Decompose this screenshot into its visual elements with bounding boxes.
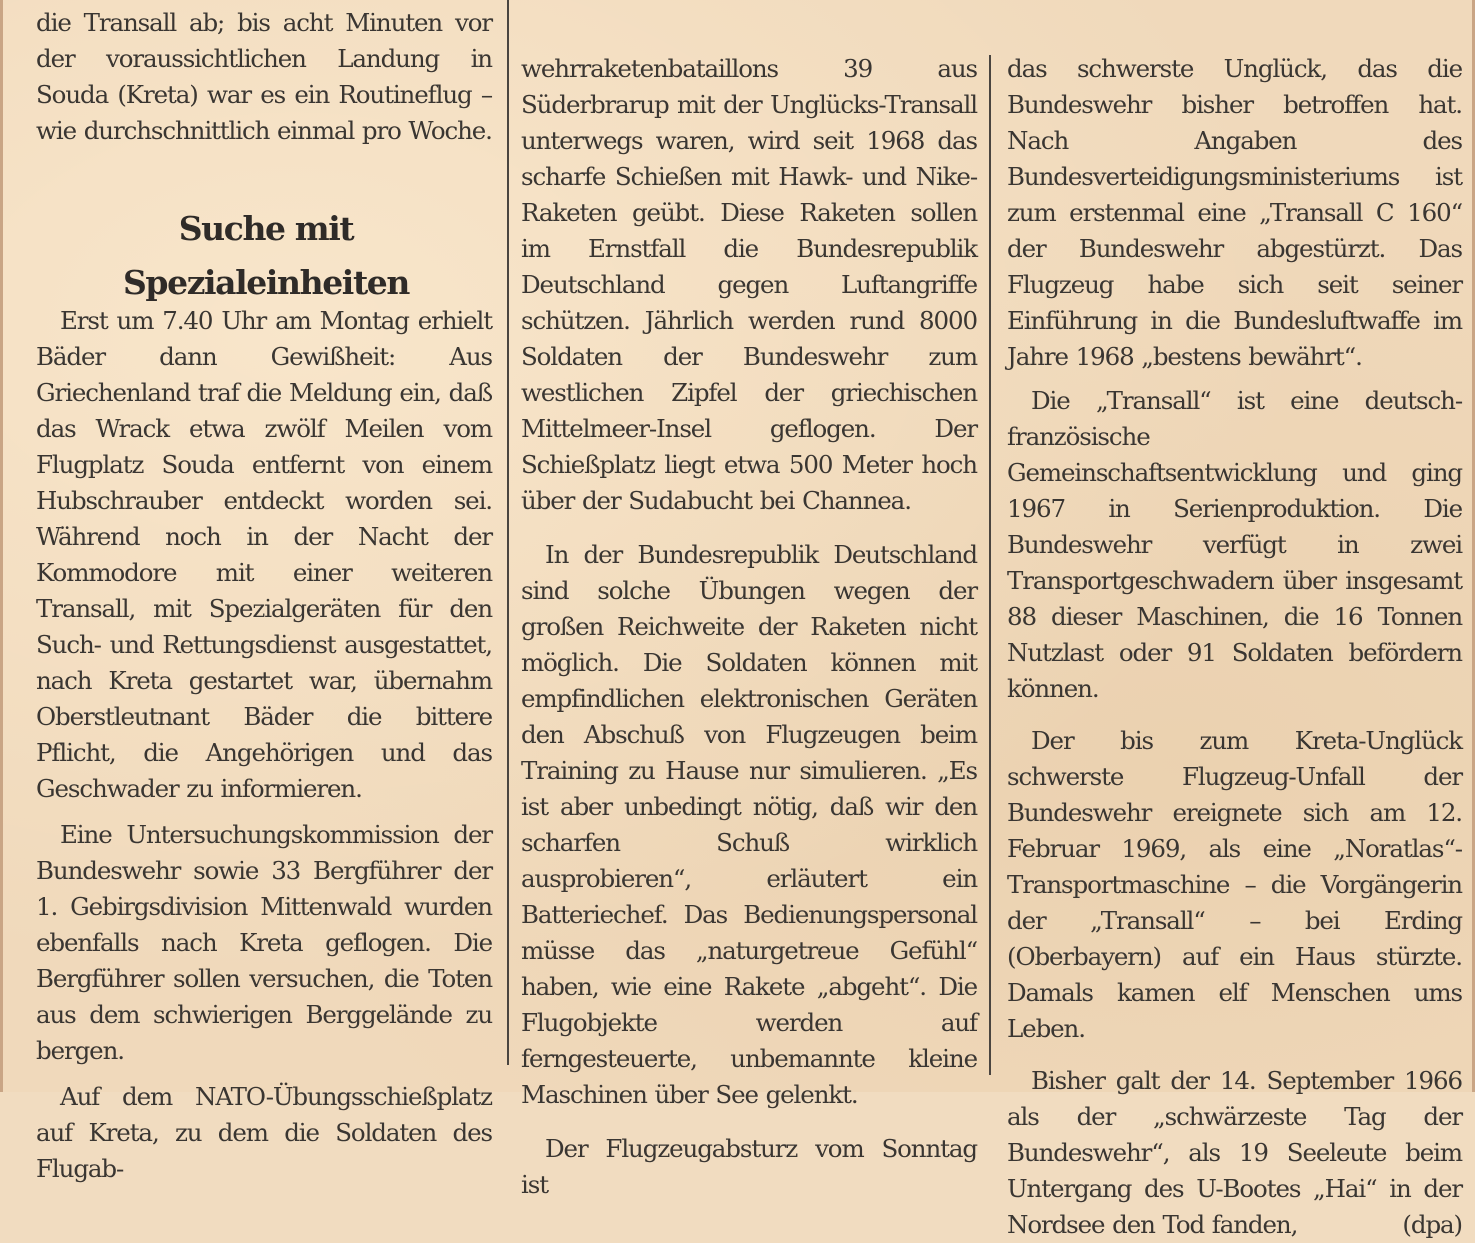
col2-paragraph-1: wehrraketenbataillons 39 aus Süderbrarup mit der Unglücks-Transall unterwegs waren, wird seit 1968 das scharfe Schießen mit Hawk- und Nike-Raketen geübt. Diese Raketen sollen im Ernstfall die Bundesrepublik Deutschland gegen Luftangriffe schützen. Jährlich werden rund 8000 Soldaten der Bundeswehr zum westlichen Zipfel der griechischen Mittelmeer-Insel geflogen. Der Schießplatz liegt etwa 500 Meter hoch über der Sudabucht bei Channea. (521, 54, 977, 515)
column-rule-1 (507, 0, 509, 1065)
source-credit: (dpa) (1402, 1210, 1462, 1239)
clipping-left-edge (0, 0, 3, 1092)
column-rule-2 (989, 55, 991, 1075)
col3-paragraph-4-text: Bisher galt der 14. September 1966 als der „schwärzeste Tag der Bundeswehr“, als 19 Seeleute beim Untergang des U-Bootes „Hai“ in der Nordsee den Tod fanden, (1007, 1066, 1462, 1239)
col3-paragraph-1: das schwerste Unglück, das die Bundeswehr bisher betroffen hat. Nach Angaben des Bundesverteidigungsministeriums ist zum erstenmal eine „Transall C 160“ der Bundeswehr abgestürzt. Das Flugzeug habe sich seit seiner Einführung in die Bundesluftwaffe im Jahre 1968 „bestens bewährt“. (1007, 54, 1462, 371)
col1-paragraph-4: Auf dem NATO-Übungsschießplatz auf Kreta, zu dem die Soldaten des Flugab- (36, 1082, 492, 1183)
col2-paragraph-3: Der Flugzeugabsturz vom Sonntag ist (521, 1134, 977, 1199)
col3-paragraph-3: Der bis zum Kreta-Unglück schwerste Flugzeug-Unfall der Bundeswehr ereignete sich am 12. Februar 1969, als eine „Noratlas“-Transportmaschine – die Vorgängerin der „Transall“ – bei Erding (Oberbayern) auf ein Haus stürzte. Damals kamen elf Menschen ums Leben. (1007, 726, 1462, 1043)
column-3 (1007, 51, 1462, 1243)
col3-paragraph-2: Die „Transall“ ist eine deutsch-französische Gemeinschaftsentwicklung und ging 1967 in Serienproduktion. Die Bundeswehr verfügt in zwei Transportgeschwadern über insgesamt 88 dieser Maschinen, die 16 Tonnen Nutzlast oder 91 Soldaten befördern können. (1007, 386, 1462, 703)
col1-paragraph-1: die Transall ab; bis acht Minuten vor der voraussichtlichen Landung in Souda (Kreta) war es ein Routineflug – wie durchschnittlich einmal pro Woche. (36, 8, 492, 145)
col3-paragraph-4 (1007, 1063, 1462, 1243)
col2-paragraph-2: In der Bundesrepublik Deutschland sind solche Übungen wegen der großen Reichweite der Raketen nicht möglich. Die Soldaten können mit empfindlichen elektronischen Geräten den Abschuß von Flugzeugen beim Training zu Hause nur simulieren. „Es ist aber unbedingt nötig, daß wir den scharfen Schuß wirklich ausprobieren“, erläutert ein Batteriechef. Das Bedienungspersonal müsse das „naturgetreue Gefühl“ haben, wie eine Rakete „abgeht“. Die Flugobjekte werden auf ferngesteuerte, unbemannte kleine Maschinen über See gelenkt. (521, 540, 977, 1109)
col1-paragraph-2: Erst um 7.40 Uhr am Montag erhielt Bäder dann Gewißheit: Aus Griechenland traf die Meldung ein, daß das Wrack etwa zwölf Meilen vom Flugplatz Souda entfernt von einem Hubschrauber entdeckt worden sei. Während noch in der Nacht der Kommodore mit einer weiteren Transall, mit Spezialgeräten für den Such- und Rettungsdienst ausgestattet, nach Kreta gestartet war, übernahm Oberstleutnant Bäder die bittere Pflicht, die Angehörigen und das Geschwader zu informieren. (36, 306, 492, 803)
column-1 (36, 5, 492, 149)
column-1-continued (36, 303, 492, 1187)
section-heading: Suche mit Spezialeinheiten (123, 209, 409, 302)
col1-paragraph-3: Eine Untersuchungskommission der Bundeswehr sowie 33 Bergführer der 1. Gebirgsdivision Mittenwald wurden ebenfalls nach Kreta geflogen. Die Bergführer sollen versuchen, die Toten aus dem schwierigen Berggelände zu bergen. (36, 820, 492, 1065)
column-2 (521, 51, 977, 1203)
